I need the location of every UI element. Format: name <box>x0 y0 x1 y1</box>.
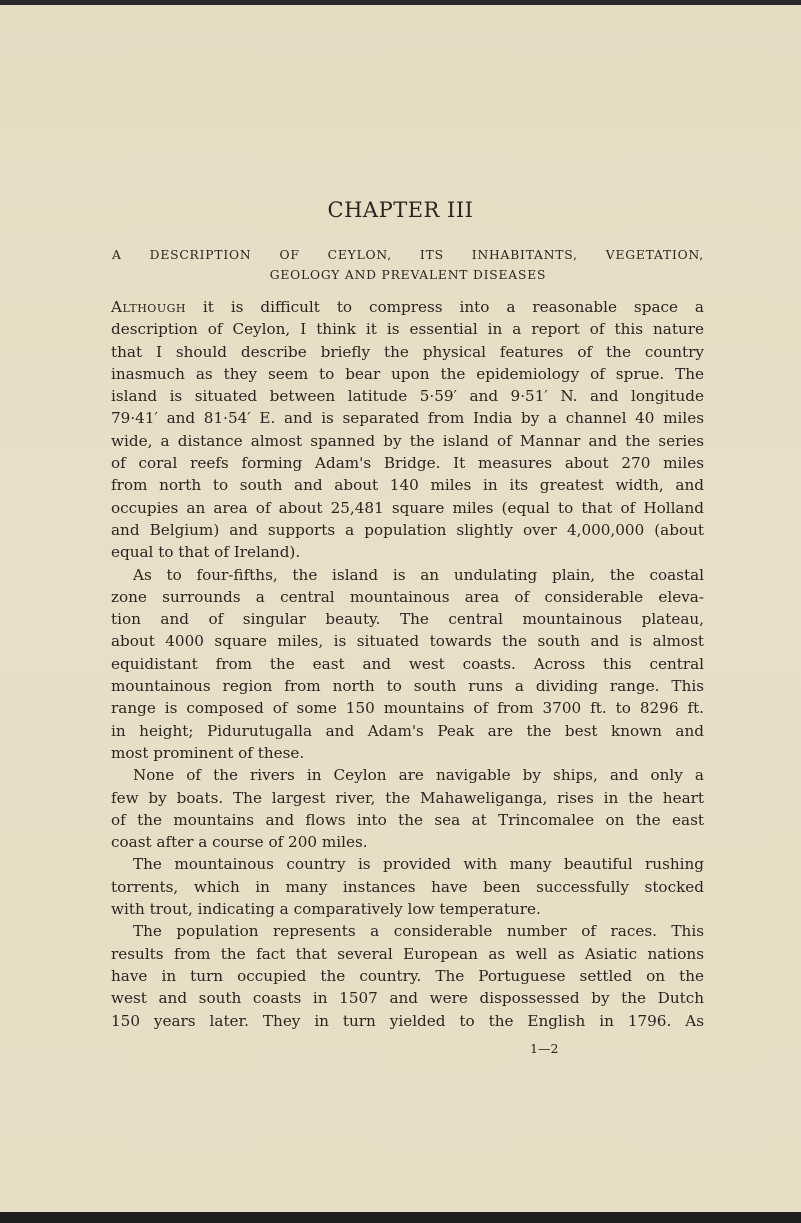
lead-word: Although <box>111 298 186 316</box>
paragraph-line: few by boats. The largest river, the Mahaweliganga, rises in the heart <box>111 788 704 807</box>
paragraph-line: None of the rivers in Ceylon are navigable by ships, and only a <box>133 766 704 785</box>
paragraph-line: 79·41′ and 81·54′ E. and is separated from India by a channel 40 miles <box>111 409 704 428</box>
bottom-border <box>0 1212 801 1223</box>
paragraph-line: from north to south and about 140 miles in its greatest width, and <box>111 476 704 495</box>
paragraph-line: torrents, which in many instances have been successfully stocked <box>111 877 704 896</box>
section-title-line: GEOLOGY AND PREVALENT DISEASES <box>269 268 547 282</box>
lead-line-rest: it is difficult to compress into a reasonable space a <box>202 298 704 316</box>
paragraph-line: island is situated between latitude 5·59′ and 9·51′ N. and longitude <box>111 387 704 406</box>
paragraph-line: most prominent of these. <box>111 743 305 762</box>
paragraph-line: west and south coasts in 1507 and were dispossessed by the Dutch <box>111 989 704 1008</box>
paragraph-line: have in turn occupied the country. The Portuguese settled on the <box>111 966 704 985</box>
paragraph-line: tion and of singular beauty. The central mountainous plateau, <box>111 610 704 629</box>
paragraph-line: about 4000 square miles, is situated towards the south and is almost <box>111 632 704 651</box>
paragraph-line: range is composed of some 150 mountains of from 3700 ft. to 8296 ft. <box>111 699 704 718</box>
paragraph-line: of coral reefs forming Adam's Bridge. It measures about 270 miles <box>111 454 704 473</box>
section-title <box>112 245 704 285</box>
paragraph-line: of the mountains and flows into the sea at Trincomalee on the east <box>111 810 704 829</box>
paragraph-line: results from the fact that several European as well as Asiatic nations <box>111 944 704 963</box>
paragraph-line: in height; Pidurutugalla and Adam's Peak are the best known and <box>111 721 704 740</box>
paragraph-line: zone surrounds a central mountainous area of considerable eleva- <box>111 587 704 606</box>
paragraph-line: and Belgium) and supports a population slightly over 4,000,000 (about <box>111 520 704 539</box>
body-text <box>111 296 704 1032</box>
paragraph-line: coast after a course of 200 miles. <box>111 833 368 852</box>
paragraph-line: The population represents a considerable number of races. This <box>133 922 704 941</box>
section-title-line: A DESCRIPTION OF CEYLON, ITS INHABITANTS, VEGETATION, <box>112 248 704 262</box>
paragraph-line: The mountainous country is provided with many beautiful rushing <box>133 855 704 874</box>
paragraph-line: wide, a distance almost spanned by the island of Mannar and the series <box>111 431 704 450</box>
paragraph-line: that I should describe briefly the physical features of the country <box>111 342 704 361</box>
paragraph-line: equal to that of Ireland). <box>111 543 301 562</box>
paragraph-line: inasmuch as they seem to bear upon the epidemiology of sprue. The <box>111 364 704 383</box>
paragraph-line: As to four-fifths, the island is an undulating plain, the coastal <box>133 565 704 584</box>
paragraph-line: 150 years later. They in turn yielded to the English in 1796. As <box>111 1011 704 1030</box>
top-border <box>0 0 801 5</box>
signature-mark: 1—2 <box>530 1041 559 1056</box>
paragraph-line: occupies an area of about 25,481 square miles (equal to that of Holland <box>111 498 704 517</box>
paragraph-line <box>111 296 704 318</box>
paragraph-line: equidistant from the east and west coasts. Across this central <box>111 654 704 673</box>
chapter-heading: CHAPTER III <box>327 198 474 222</box>
paragraph-line: with trout, indicating a comparatively low temperature. <box>111 900 541 919</box>
paragraph-line: description of Ceylon, I think it is essential in a report of this nature <box>111 320 704 339</box>
paragraph-line: mountainous region from north to south runs a dividing range. This <box>111 677 704 696</box>
